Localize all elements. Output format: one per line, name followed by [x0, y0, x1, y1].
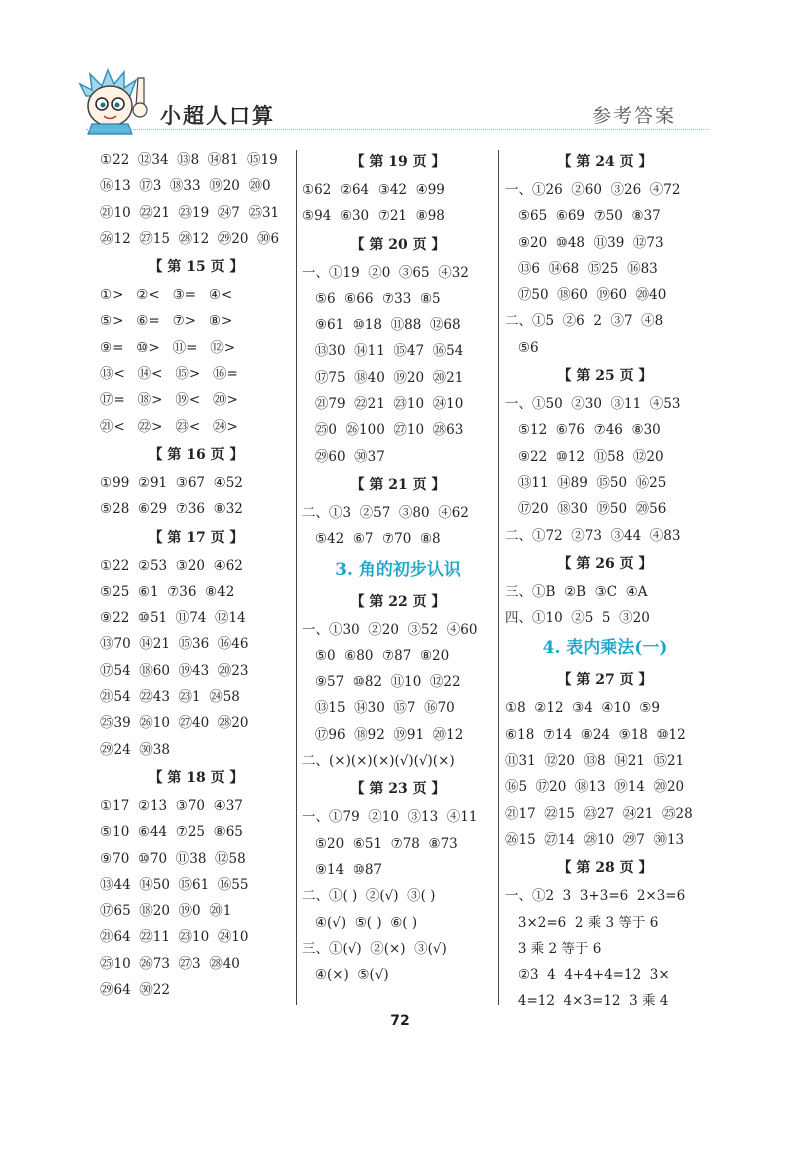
answer-row: ㉑79 ㉒21 ㉓10 ㉔10 [302, 396, 464, 413]
answer-row: ⑤65 ⑥69 ⑦50 ⑧37 [505, 208, 661, 225]
answer-row: ㉑< ㉒> ㉓< ㉔> [100, 418, 238, 435]
answer-row: ㉑17 ㉒15 ㉓27 ㉔21 ㉕28 [505, 805, 693, 822]
page-heading: 【 第 20 页 】 [350, 236, 446, 253]
answer-row: ㉕10 ㉖73 ㉗3 ㉘40 [100, 955, 240, 972]
header-divider [86, 129, 708, 130]
answer-row: ⑬6 ⑭68 ⑮25 ⑯83 [505, 260, 658, 277]
answer-row: ⑤0 ⑥80 ⑦87 ⑧20 [302, 647, 450, 664]
answer-row: ⑨22 ⑩12 ⑪58 ⑫20 [505, 448, 664, 465]
answer-row: ㉙64 ㉚22 [100, 982, 170, 999]
chapter-title: 4. 表内乘法(一) [542, 638, 668, 659]
answer-row: 二、①3 ②57 ③80 ④62 [302, 504, 469, 521]
page-heading: 【 第 27 页 】 [557, 672, 653, 689]
answer-row: ④(×) ⑤(√) [302, 967, 389, 984]
answer-row: ④(√) ⑤( ) ⑥( ) [302, 914, 418, 931]
answer-row: ①22 ⑫34 ⑬8 ⑭81 ⑮19 [100, 152, 278, 168]
answer-row: ①22 ②53 ③20 ④62 [100, 557, 243, 574]
page-heading: 【 第 26 页 】 [557, 555, 653, 572]
answer-row: 二、(×)(×)(×)(√)(√)(×) [302, 753, 455, 770]
answer-row: 四、①10 ②5 5 ③20 [505, 610, 650, 627]
answer-row: ⑰50 ⑱60 ⑲60 ⑳40 [505, 287, 667, 304]
answer-row: ⑤6 [505, 339, 539, 356]
answer-row: ⑤28 ⑥29 ⑦36 ⑧32 [100, 501, 243, 518]
answer-row: 3×2=6 2 乘 3 等于 6 [505, 914, 659, 931]
brand-title: 小超人口算 [160, 104, 275, 128]
answer-column-1 [100, 147, 292, 1003]
answer-row: ①> ②< ③= ④< [100, 287, 233, 304]
page-heading: 【 第 18 页 】 [148, 769, 244, 786]
page-heading: 【 第 19 页 】 [350, 154, 446, 170]
answer-row: 3 乘 2 等于 6 [505, 940, 602, 957]
answer-row: ⑤10 ⑥44 ⑦25 ⑧65 [100, 824, 243, 841]
answer-row: ㉑54 ㉒43 ㉓1 ㉔58 [100, 689, 240, 706]
answer-row: 二、①72 ②73 ③44 ④83 [505, 527, 681, 544]
answer-row: 一、①26 ②60 ③26 ④72 [505, 182, 681, 198]
answer-row: ⑨14 ⑩87 [302, 861, 383, 878]
answer-row: ⑨= ⑩> ⑪= ⑫> [100, 339, 236, 356]
answer-row: ⑤25 ⑥1 ⑦36 ⑧42 [100, 583, 235, 600]
page-heading: 【 第 24 页 】 [557, 154, 653, 170]
answer-row: ①17 ②13 ③70 ④37 [100, 797, 243, 814]
answer-row: ⑨22 ⑩51 ⑪74 ⑫14 [100, 610, 246, 627]
page-heading: 【 第 28 页 】 [557, 860, 653, 877]
answer-row: 二、①5 ②6 2 ③7 ④8 [505, 313, 664, 330]
answer-row: ⑬11 ⑭89 ⑮50 ⑯25 [505, 474, 667, 491]
answer-row: ⑤6 ⑥66 ⑦33 ⑧5 [302, 290, 441, 307]
answer-row: ⑬70 ⑭21 ⑮36 ⑯46 [100, 636, 249, 653]
answer-row: 一、①19 ②0 ③65 ④32 [302, 264, 469, 281]
answer-row: ㉙60 ㉚37 [302, 448, 385, 465]
answer-row: ⑬30 ⑭11 ⑮47 ⑯54 [302, 343, 464, 360]
answer-column-2 [302, 147, 494, 988]
answer-row: ⑤20 ⑥51 ⑦78 ⑧73 [302, 835, 458, 852]
page-heading: 【 第 23 页 】 [350, 781, 446, 798]
answer-row: ⑰= ⑱> ⑲< ⑳> [100, 392, 238, 409]
answer-row: 三、①B ②B ③C ④A [505, 583, 648, 600]
answer-row: ①8 ②12 ③4 ④10 ⑤9 [505, 700, 660, 717]
page-heading: 【 第 25 页 】 [557, 368, 653, 385]
answer-row: ⑨61 ⑩18 ⑪88 ⑫68 [302, 317, 461, 334]
answer-column-3 [505, 147, 705, 1015]
answer-row: ①99 ②91 ③67 ④52 [100, 474, 243, 491]
answer-row: ⑨20 ⑩48 ⑪39 ⑫73 [505, 234, 664, 251]
page-heading: 【 第 22 页 】 [350, 593, 446, 610]
answer-row: ⑤94 ⑥30 ⑦21 ⑧98 [302, 208, 445, 225]
column-divider [296, 150, 297, 1005]
answer-row: ㉙24 ㉚38 [100, 741, 170, 758]
page-number: 72 [390, 1013, 410, 1029]
section-label: 参考答案 [592, 105, 677, 127]
answer-row: ⑥18 ⑦14 ⑧24 ⑨18 ⑩12 [505, 726, 686, 743]
answer-row: ⑰20 ⑱30 ⑲50 ⑳56 [505, 501, 667, 518]
answer-row: ⑪31 ⑫20 ⑬8 ⑭21 ⑮21 [505, 753, 685, 770]
answer-row: ⑬15 ⑭30 ⑮7 ⑯70 [302, 700, 455, 717]
page-heading: 【 第 16 页 】 [148, 446, 244, 463]
answer-row: ⑯5 ⑰20 ⑱13 ⑲14 ⑳20 [505, 779, 685, 796]
answer-row: ⑨70 ⑩70 ⑪38 ⑫58 [100, 850, 246, 867]
answer-row: ⑰96 ⑱92 ⑲91 ⑳12 [302, 726, 464, 743]
answer-row: 二、①( ) ②(√) ③( ) [302, 888, 436, 905]
answer-row: ⑨57 ⑩82 ⑪10 ⑫22 [302, 674, 461, 691]
answer-row: ⑯13 ⑰3 ⑱33 ⑲20 ⑳0 [100, 178, 271, 195]
answer-row: ⑤12 ⑥76 ⑦46 ⑧30 [505, 422, 661, 439]
answer-row: 一、①79 ②10 ③13 ④11 [302, 809, 478, 826]
answer-row: ⑤> ⑥= ⑦> ⑧> [100, 313, 233, 330]
answer-row: 三、①(√) ②(×) ③(√) [302, 940, 447, 957]
answer-row: ⑰65 ⑱20 ⑲0 ⑳1 [100, 903, 232, 920]
answer-row: ㉕39 ㉖10 ㉗40 ㉘20 [100, 715, 249, 732]
answer-row: ㉖15 ㉗14 ㉘10 ㉙7 ㉚13 [505, 831, 685, 848]
mascot-logo-icon [78, 66, 156, 136]
page-header [0, 0, 800, 140]
page-heading: 【 第 15 页 】 [148, 259, 244, 276]
answer-row: ㉑64 ㉒11 ㉓10 ㉔10 [100, 929, 249, 946]
column-divider [498, 150, 499, 1005]
answer-row: ②3 4 4+4+4=12 3× [505, 967, 670, 984]
answer-row: ⑰75 ⑱40 ⑲20 ⑳21 [302, 369, 464, 386]
answer-row: ⑰54 ⑱60 ⑲43 ⑳23 [100, 662, 249, 679]
answer-row: ⑬44 ⑭50 ⑮61 ⑯55 [100, 876, 249, 893]
chapter-title: 3. 角的初步认识 [335, 559, 461, 580]
answer-row: 一、①30 ②20 ③52 ④60 [302, 621, 478, 638]
answer-row: ⑤42 ⑥7 ⑦70 ⑧8 [302, 531, 441, 548]
page-heading: 【 第 21 页 】 [350, 476, 446, 493]
answer-row: 4=12 4×3=12 3 乘 4 [505, 993, 669, 1010]
page-heading: 【 第 17 页 】 [148, 529, 244, 546]
answer-row: ㉖12 ㉗15 ㉘12 ㉙20 ㉚6 [100, 230, 280, 247]
answer-row: ⑬< ⑭< ⑮> ⑯= [100, 366, 238, 383]
answer-row: ㉑10 ㉒21 ㉓19 ㉔7 ㉕31 [100, 204, 280, 221]
answer-row: ㉕0 ㉖100 ㉗10 ㉘63 [302, 422, 464, 439]
answer-row: 一、①2 3 3+3=6 2×3=6 [505, 888, 686, 905]
answer-row: ①62 ②64 ③42 ④99 [302, 182, 445, 198]
answer-row: 一、①50 ②30 ③11 ④53 [505, 396, 681, 413]
